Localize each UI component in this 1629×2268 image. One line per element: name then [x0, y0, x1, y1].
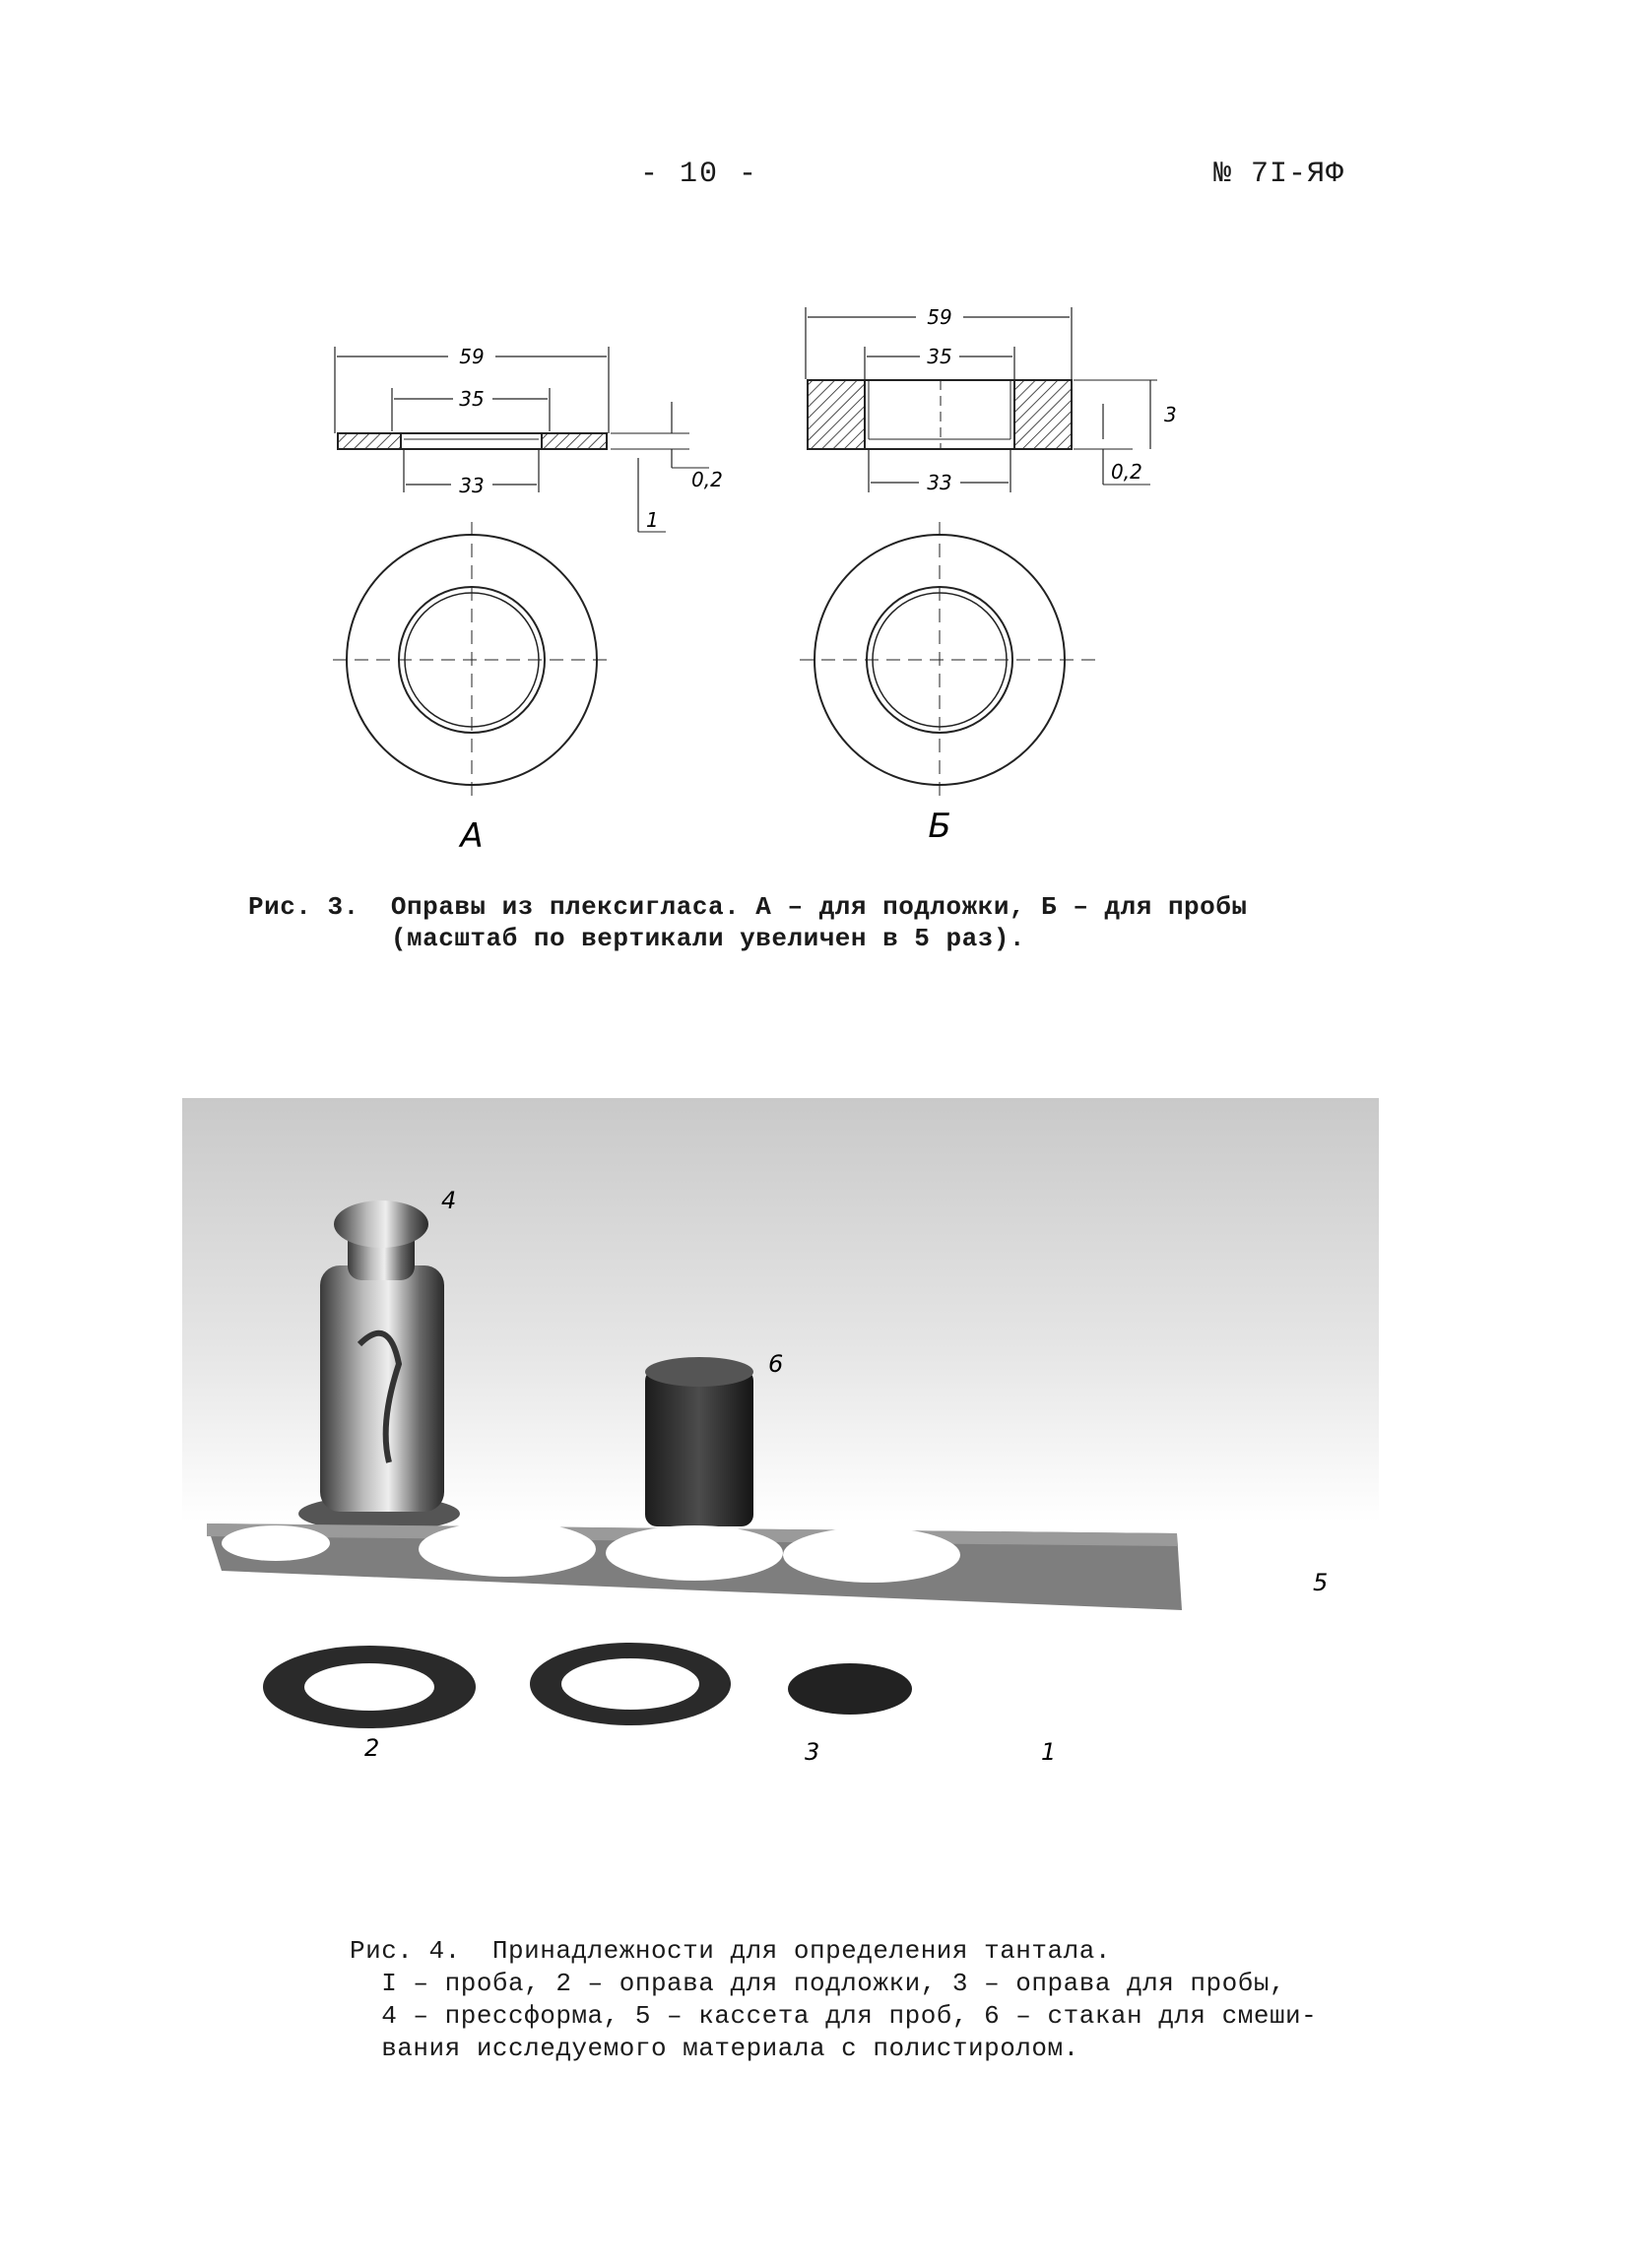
document-code: № 7I-ЯФ — [1213, 158, 1345, 191]
figure-4-caption-line-2: I – проба, 2 – оправа для подложки, 3 – оправа для пробы, — [350, 1969, 1286, 1998]
figure-3-caption — [248, 891, 1247, 954]
view-label-b: Б — [928, 807, 951, 846]
figure-4-caption-line-4: вания исследуемого материала с полистиролом. — [350, 2034, 1079, 2063]
dim-a-height: 1 — [646, 508, 659, 532]
mixing-beaker — [645, 1357, 753, 1526]
figure-3-drawing — [0, 0, 1629, 985]
sample-disc — [788, 1663, 912, 1715]
view-label-a: А — [460, 816, 484, 856]
plan-view-a — [333, 522, 611, 800]
dim-b-outer: 59 — [927, 305, 952, 329]
section-b — [806, 307, 1157, 492]
substrate-holder-ring — [263, 1646, 476, 1728]
sample-holder-ring — [530, 1643, 731, 1725]
dim-b-inner-bottom: 33 — [927, 471, 952, 494]
figure-4-caption — [350, 1935, 1317, 2065]
dim-a-step: 0,2 — [691, 468, 723, 491]
dim-b-height: 3 — [1164, 403, 1177, 426]
photo-label-2: 2 — [364, 1734, 380, 1762]
photo-label-1: 1 — [1041, 1738, 1057, 1766]
plan-view-b — [800, 522, 1103, 800]
section-a — [335, 347, 709, 532]
dim-a-outer: 59 — [459, 345, 485, 368]
dim-b-inner-top: 35 — [927, 345, 952, 368]
photo-label-6: 6 — [768, 1350, 784, 1378]
figure-3-caption-line-1: Рис. 3. Оправы из плексигласа. А – для подложки, Б – для пробы — [248, 892, 1248, 922]
dim-b-step: 0,2 — [1111, 460, 1142, 484]
figure-4-caption-line-1: Рис. 4. Принадлежности для определения тантала. — [350, 1936, 1111, 1966]
photo-label-5: 5 — [1313, 1569, 1329, 1596]
photo-label-3: 3 — [805, 1738, 820, 1766]
figure-4-photo — [182, 1098, 1379, 1773]
dim-a-inner-bottom: 33 — [459, 474, 485, 497]
figure-3-caption-line-2: (масштаб по вертикали увеличен в 5 раз). — [248, 924, 1026, 953]
page-number: - 10 - — [640, 158, 759, 191]
dim-a-inner-top: 35 — [459, 387, 485, 411]
photo-label-4: 4 — [441, 1187, 457, 1214]
figure-4-caption-line-3: 4 – прессформа, 5 – кассета для проб, 6 – стакан для смеши- — [350, 2001, 1318, 2031]
